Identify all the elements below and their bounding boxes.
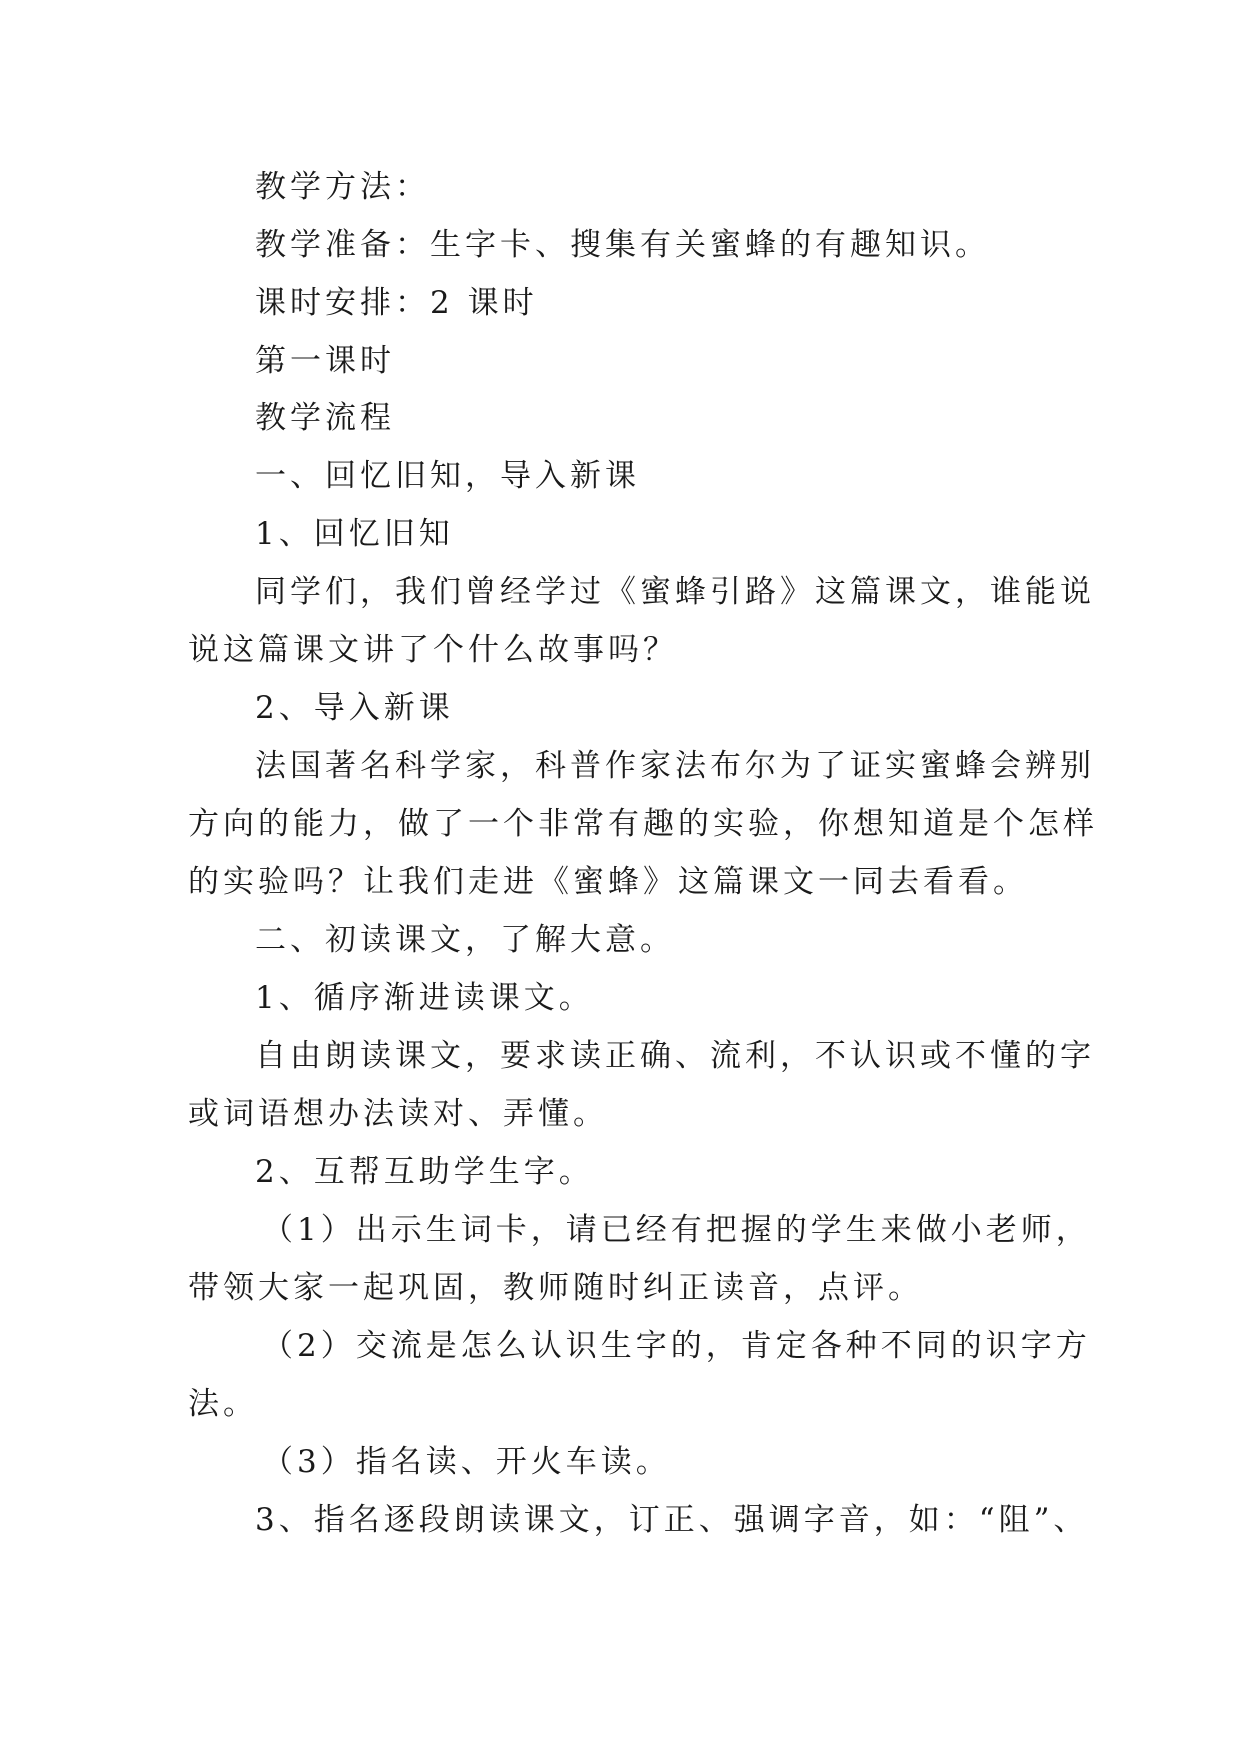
line-first-lesson: 第一课时 [255, 343, 395, 379]
line-subitem-1b: 带领大家一起巩固，教师随时纠正读音，点评。 [188, 1270, 923, 1306]
line-section-1-heading: 一、回忆旧知，导入新课 [255, 458, 640, 494]
line-paragraph-2b: 方向的能力，做了一个非常有趣的实验，你想知道是个怎样 [188, 806, 1098, 842]
line-item-2-1: 1、循序渐进读课文。 [255, 980, 594, 1016]
line-subitem-3: （3）指名读、开火车读。 [262, 1444, 671, 1480]
line-paragraph-1a: 同学们，我们曾经学过《蜜蜂引路》这篇课文，谁能说 [255, 574, 1095, 610]
line-paragraph-3a: 自由朗读课文，要求读正确、流利，不认识或不懂的字 [255, 1038, 1095, 1074]
line-item-1-1: 1、回忆旧知 [255, 516, 454, 552]
line-subitem-2a: （2）交流是怎么认识生字的，肯定各种不同的识字方 [262, 1328, 1091, 1364]
line-section-2-heading: 二、初读课文，了解大意。 [255, 922, 675, 958]
line-teaching-process: 教学流程 [255, 400, 395, 436]
line-paragraph-2c: 的实验吗？让我们走进《蜜蜂》这篇课文一同去看看。 [188, 864, 1028, 900]
line-subitem-2b: 法。 [188, 1386, 258, 1422]
line-item-2-3: 3、指名逐段朗读课文，订正、强调字音，如：“阻”、 [255, 1502, 1089, 1538]
line-paragraph-2a: 法国著名科学家，科普作家法布尔为了证实蜜蜂会辨别 [255, 748, 1095, 784]
line-paragraph-3b: 或词语想办法读对、弄懂。 [188, 1096, 608, 1132]
line-lesson-arrangement: 课时安排：2 课时 [255, 285, 538, 321]
line-paragraph-1b: 说这篇课文讲了个什么故事吗？ [188, 632, 678, 668]
line-subitem-1a: （1）出示生词卡，请已经有把握的学生来做小老师， [262, 1212, 1091, 1248]
line-item-1-2: 2、导入新课 [255, 690, 454, 726]
line-teaching-preparation: 教学准备：生字卡、搜集有关蜜蜂的有趣知识。 [255, 227, 990, 263]
line-teaching-method: 教学方法： [255, 169, 430, 205]
line-item-2-2: 2、互帮互助学生字。 [255, 1154, 594, 1190]
